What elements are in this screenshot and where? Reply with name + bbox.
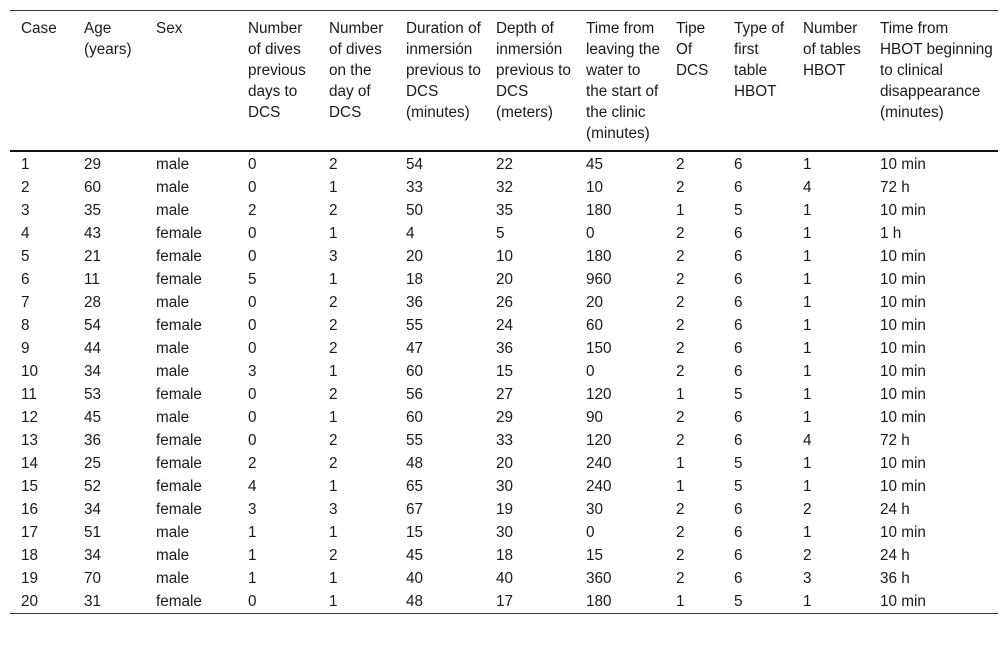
- table-cell: 43: [84, 225, 102, 242]
- table-cell: 60: [406, 409, 424, 426]
- table-cell: 180: [586, 593, 612, 610]
- table-cell: 2: [21, 179, 30, 196]
- table-row: [10, 222, 998, 245]
- table-cell: 1: [676, 455, 685, 472]
- column-header: Number of dives on the day of DCS: [329, 20, 384, 121]
- table-cell: 6: [734, 225, 743, 242]
- table-cell: female: [156, 432, 202, 449]
- table-cell: 1: [329, 593, 338, 610]
- table-cell: 120: [586, 432, 612, 449]
- table-cell: 2: [329, 317, 338, 334]
- table-cell: 15: [586, 547, 604, 564]
- table-cell: 6: [734, 317, 743, 334]
- table-cell: 19: [21, 570, 39, 587]
- table-cell: 150: [586, 340, 612, 357]
- table-cell: 2: [676, 524, 685, 541]
- table-cell: 55: [406, 432, 424, 449]
- table-cell: 0: [248, 225, 257, 242]
- table-cell: 40: [406, 570, 424, 587]
- table-cell: 33: [406, 179, 424, 196]
- table-cell: 5: [248, 271, 257, 288]
- table-cell: 1: [329, 570, 338, 587]
- table-cell: 15: [406, 524, 424, 541]
- table-cell: 0: [248, 179, 257, 196]
- table-row: [10, 498, 998, 521]
- table-row: [10, 544, 998, 567]
- table-cell: 0: [248, 409, 257, 426]
- table-cell: 3: [248, 501, 257, 518]
- table-cell: female: [156, 317, 202, 334]
- table-cell: 56: [406, 386, 424, 403]
- table-cell: 5: [734, 386, 743, 403]
- table-cell: 20: [21, 593, 39, 610]
- table-cell: 8: [21, 317, 30, 334]
- table-cell: female: [156, 455, 202, 472]
- table-cell: 3: [21, 202, 30, 219]
- table-cell: 6: [734, 432, 743, 449]
- table-cell: 2: [676, 570, 685, 587]
- table-cell: 5: [734, 593, 743, 610]
- table-cell: 10 min: [880, 455, 926, 472]
- table-cell: 65: [406, 478, 424, 495]
- table-row: [10, 337, 998, 360]
- table-row: [10, 429, 998, 452]
- table-row: [10, 521, 998, 544]
- table-cell: 35: [496, 202, 514, 219]
- table-cell: 21: [84, 248, 102, 265]
- table-cell: 0: [248, 248, 257, 265]
- table-cell: 20: [496, 455, 514, 472]
- table-cell: 10 min: [880, 271, 926, 288]
- table-cell: 32: [496, 179, 514, 196]
- table-cell: 6: [734, 340, 743, 357]
- table-cell: 11: [84, 271, 100, 288]
- table-cell: 6: [734, 156, 743, 173]
- table-cell: 1: [803, 317, 812, 334]
- column-header: Age (years): [84, 20, 132, 58]
- table-cell: 13: [21, 432, 39, 449]
- table-cell: female: [156, 501, 202, 518]
- table-cell: 2: [329, 156, 338, 173]
- table-cell: male: [156, 570, 190, 587]
- table-cell: 2: [329, 294, 338, 311]
- table-cell: 60: [586, 317, 604, 334]
- table-cell: 18: [406, 271, 424, 288]
- table-cell: 2: [676, 225, 685, 242]
- table-cell: 10 min: [880, 248, 926, 265]
- table-cell: 45: [586, 156, 604, 173]
- table-cell: 3: [329, 501, 338, 518]
- table-cell: 2: [676, 547, 685, 564]
- table-cell: male: [156, 179, 190, 196]
- table-cell: 6: [734, 248, 743, 265]
- table-cell: 19: [496, 501, 514, 518]
- table-cell: 36 h: [880, 570, 910, 587]
- table-cell: 40: [496, 570, 514, 587]
- table-cell: 960: [586, 271, 612, 288]
- table-cell: 44: [84, 340, 102, 357]
- table-cell: 11: [21, 386, 37, 403]
- table-cell: 10 min: [880, 156, 926, 173]
- table-cell: 33: [496, 432, 514, 449]
- table-cell: 0: [248, 432, 257, 449]
- table-cell: 1: [248, 547, 257, 564]
- table-cell: female: [156, 386, 202, 403]
- column-header: Duration of inmersión previous to DCS (minutes): [406, 20, 481, 121]
- table-cell: 4: [248, 478, 257, 495]
- table-cell: 36: [84, 432, 102, 449]
- table-cell: 1: [329, 179, 338, 196]
- table-cell: male: [156, 294, 190, 311]
- table-cell: 48: [406, 593, 424, 610]
- table-row: [10, 406, 998, 429]
- table-cell: 1: [803, 225, 812, 242]
- table-cell: 55: [406, 317, 424, 334]
- table-cell: 6: [734, 363, 743, 380]
- table-cell: 0: [248, 156, 257, 173]
- table-cell: 6: [21, 271, 30, 288]
- table-cell: 25: [84, 455, 102, 472]
- table-cell: 28: [84, 294, 102, 311]
- table-cell: 10 min: [880, 593, 926, 610]
- table-cell: 30: [496, 524, 514, 541]
- table-cell: 1: [329, 524, 338, 541]
- table-cell: 5: [496, 225, 505, 242]
- table-cell: 1: [803, 271, 812, 288]
- column-header: Tipe Of DCS: [676, 20, 709, 79]
- table-cell: 1: [803, 248, 812, 265]
- column-header: Type of first table HBOT: [734, 20, 785, 100]
- table-cell: 29: [496, 409, 514, 426]
- table-cell: 4: [803, 432, 812, 449]
- table-cell: 60: [406, 363, 424, 380]
- table-cell: 5: [21, 248, 30, 265]
- column-header: Number of tables HBOT: [803, 20, 861, 79]
- table-cell: 1: [248, 524, 257, 541]
- column-header: Time from leaving the water to the start of the clinic (minutes): [586, 20, 660, 142]
- table-cell: 24: [496, 317, 514, 334]
- dcs-cases-table: [10, 10, 998, 614]
- table-cell: 1: [803, 593, 812, 610]
- table-cell: 6: [734, 294, 743, 311]
- table-cell: 1: [329, 271, 338, 288]
- table-cell: 35: [84, 202, 102, 219]
- table-cell: 6: [734, 271, 743, 288]
- table-cell: 2: [676, 271, 685, 288]
- table-cell: 31: [84, 593, 102, 610]
- table-cell: 10 min: [880, 340, 926, 357]
- table-row: [10, 291, 998, 314]
- table-cell: 2: [803, 501, 812, 518]
- table-cell: 0: [586, 363, 595, 380]
- table-cell: 48: [406, 455, 424, 472]
- table-cell: 6: [734, 179, 743, 196]
- table-row: [10, 268, 998, 291]
- table-cell: 29: [84, 156, 102, 173]
- table-row: [10, 176, 998, 199]
- table-cell: 34: [84, 547, 102, 564]
- table-cell: 2: [676, 432, 685, 449]
- table-cell: 1: [803, 363, 812, 380]
- table-cell: 2: [676, 248, 685, 265]
- table-cell: 1: [329, 225, 338, 242]
- table-cell: 36: [496, 340, 514, 357]
- table-cell: 3: [803, 570, 812, 587]
- table-cell: 90: [586, 409, 604, 426]
- table-cell: 0: [586, 225, 595, 242]
- table-row: [10, 590, 998, 614]
- table-cell: 72 h: [880, 179, 910, 196]
- table-cell: 1: [803, 294, 812, 311]
- table-cell: 50: [406, 202, 424, 219]
- column-header: Case: [21, 20, 57, 37]
- table-cell: 2: [676, 179, 685, 196]
- table-cell: 2: [676, 294, 685, 311]
- table-cell: 4: [21, 225, 30, 242]
- table-cell: 240: [586, 455, 612, 472]
- table-cell: 180: [586, 248, 612, 265]
- table-cell: 5: [734, 455, 743, 472]
- table-cell: 10 min: [880, 386, 926, 403]
- column-header: Number of dives previous days to DCS: [248, 20, 306, 121]
- table-cell: 180: [586, 202, 612, 219]
- table-cell: 4: [406, 225, 415, 242]
- table-cell: female: [156, 248, 202, 265]
- table-cell: 1: [676, 386, 685, 403]
- table-cell: 45: [406, 547, 424, 564]
- table-cell: 2: [329, 386, 338, 403]
- table-cell: 1: [329, 363, 338, 380]
- table-cell: 4: [803, 179, 812, 196]
- table-cell: 10 min: [880, 202, 926, 219]
- table-cell: 1 h: [880, 225, 902, 242]
- table-cell: 0: [586, 524, 595, 541]
- table-cell: 18: [496, 547, 514, 564]
- table-body: [10, 151, 998, 614]
- table-cell: 30: [586, 501, 604, 518]
- table-cell: 54: [406, 156, 424, 173]
- table-cell: 20: [406, 248, 424, 265]
- table-cell: 15: [496, 363, 514, 380]
- table-cell: 2: [803, 547, 812, 564]
- table-cell: 6: [734, 570, 743, 587]
- table-row: [10, 360, 998, 383]
- table-cell: 1: [676, 593, 685, 610]
- table-cell: male: [156, 340, 190, 357]
- table-cell: 52: [84, 478, 102, 495]
- table-cell: 18: [21, 547, 39, 564]
- table-cell: 10 min: [880, 478, 926, 495]
- table-cell: 24 h: [880, 501, 910, 518]
- table-row: [10, 383, 998, 406]
- table-cell: 2: [329, 455, 338, 472]
- table-cell: 10 min: [880, 409, 926, 426]
- table-cell: 0: [248, 386, 257, 403]
- table-cell: 2: [329, 202, 338, 219]
- table-cell: 2: [248, 455, 257, 472]
- table-cell: 10: [496, 248, 514, 265]
- table-cell: 3: [248, 363, 257, 380]
- table-cell: 6: [734, 547, 743, 564]
- table-cell: 10 min: [880, 294, 926, 311]
- table-cell: 7: [21, 294, 30, 311]
- table-cell: 24 h: [880, 547, 910, 564]
- table-cell: 1: [21, 156, 30, 173]
- table-cell: 17: [21, 524, 39, 541]
- table-cell: 2: [676, 317, 685, 334]
- table-cell: male: [156, 202, 190, 219]
- table-cell: 0: [248, 593, 257, 610]
- table-cell: 2: [329, 432, 338, 449]
- table-cell: 36: [406, 294, 424, 311]
- table-cell: 10: [586, 179, 604, 196]
- table-cell: female: [156, 593, 202, 610]
- table-cell: 47: [406, 340, 424, 357]
- table-cell: 1: [803, 524, 812, 541]
- table-cell: 5: [734, 202, 743, 219]
- table-cell: 10 min: [880, 363, 926, 380]
- table-cell: 10 min: [880, 317, 926, 334]
- table-cell: 15: [21, 478, 39, 495]
- table-cell: 240: [586, 478, 612, 495]
- table-cell: female: [156, 225, 202, 242]
- table-cell: 6: [734, 501, 743, 518]
- table-cell: 6: [734, 524, 743, 541]
- table-row: [10, 245, 998, 268]
- table-cell: 51: [84, 524, 102, 541]
- table-cell: 67: [406, 501, 424, 518]
- table-cell: 26: [496, 294, 514, 311]
- table-cell: female: [156, 478, 202, 495]
- table-cell: male: [156, 363, 190, 380]
- table-cell: male: [156, 156, 190, 173]
- table-cell: 1: [803, 409, 812, 426]
- table-cell: male: [156, 524, 190, 541]
- table-cell: 14: [21, 455, 39, 472]
- table-cell: 54: [84, 317, 102, 334]
- table-cell: 34: [84, 501, 102, 518]
- dcs-cases-table-container: [10, 10, 998, 614]
- table-cell: male: [156, 409, 190, 426]
- table-cell: 1: [676, 478, 685, 495]
- table-cell: 17: [496, 593, 514, 610]
- table-cell: 1: [803, 386, 812, 403]
- table-cell: 2: [329, 547, 338, 564]
- table-cell: 70: [84, 570, 102, 587]
- table-row: [10, 314, 998, 337]
- table-cell: 22: [496, 156, 514, 173]
- table-cell: 1: [803, 455, 812, 472]
- table-cell: 45: [84, 409, 102, 426]
- table-cell: 0: [248, 317, 257, 334]
- table-cell: 6: [734, 409, 743, 426]
- table-cell: 30: [496, 478, 514, 495]
- table-cell: 16: [21, 501, 39, 518]
- table-cell: 12: [21, 409, 39, 426]
- table-cell: male: [156, 547, 190, 564]
- column-header: Sex: [156, 20, 183, 37]
- table-cell: 10: [21, 363, 39, 380]
- table-header: [10, 11, 998, 152]
- table-cell: 60: [84, 179, 102, 196]
- table-cell: 1: [329, 409, 338, 426]
- table-cell: 53: [84, 386, 102, 403]
- table-cell: 72 h: [880, 432, 910, 449]
- table-cell: 2: [329, 340, 338, 357]
- table-cell: 1: [803, 202, 812, 219]
- table-cell: 1: [676, 202, 685, 219]
- table-cell: 2: [676, 501, 685, 518]
- table-cell: 3: [329, 248, 338, 265]
- table-cell: 5: [734, 478, 743, 495]
- table-cell: 9: [21, 340, 30, 357]
- table-cell: 0: [248, 294, 257, 311]
- table-cell: 120: [586, 386, 612, 403]
- table-cell: 20: [586, 294, 604, 311]
- table-cell: 360: [586, 570, 612, 587]
- table-cell: 1: [803, 340, 812, 357]
- table-cell: 2: [248, 202, 257, 219]
- table-cell: 1: [248, 570, 257, 587]
- table-cell: 0: [248, 340, 257, 357]
- table-cell: 34: [84, 363, 102, 380]
- table-cell: 10 min: [880, 524, 926, 541]
- table-cell: 2: [676, 409, 685, 426]
- column-header: Depth of inmersión previous to DCS (meters): [496, 20, 571, 121]
- header-row: [10, 11, 998, 152]
- table-cell: 2: [676, 156, 685, 173]
- table-cell: 1: [803, 156, 812, 173]
- table-cell: 1: [803, 478, 812, 495]
- table-row: [10, 567, 998, 590]
- table-cell: 20: [496, 271, 514, 288]
- table-cell: 27: [496, 386, 514, 403]
- column-header: Time from HBOT beginning to clinical disappearance (minutes): [880, 20, 993, 121]
- table-row: [10, 199, 998, 222]
- table-cell: female: [156, 271, 202, 288]
- table-row: [10, 452, 998, 475]
- table-row: [10, 475, 998, 498]
- table-cell: 2: [676, 363, 685, 380]
- table-row: [10, 151, 998, 176]
- table-cell: 1: [329, 478, 338, 495]
- table-cell: 2: [676, 340, 685, 357]
